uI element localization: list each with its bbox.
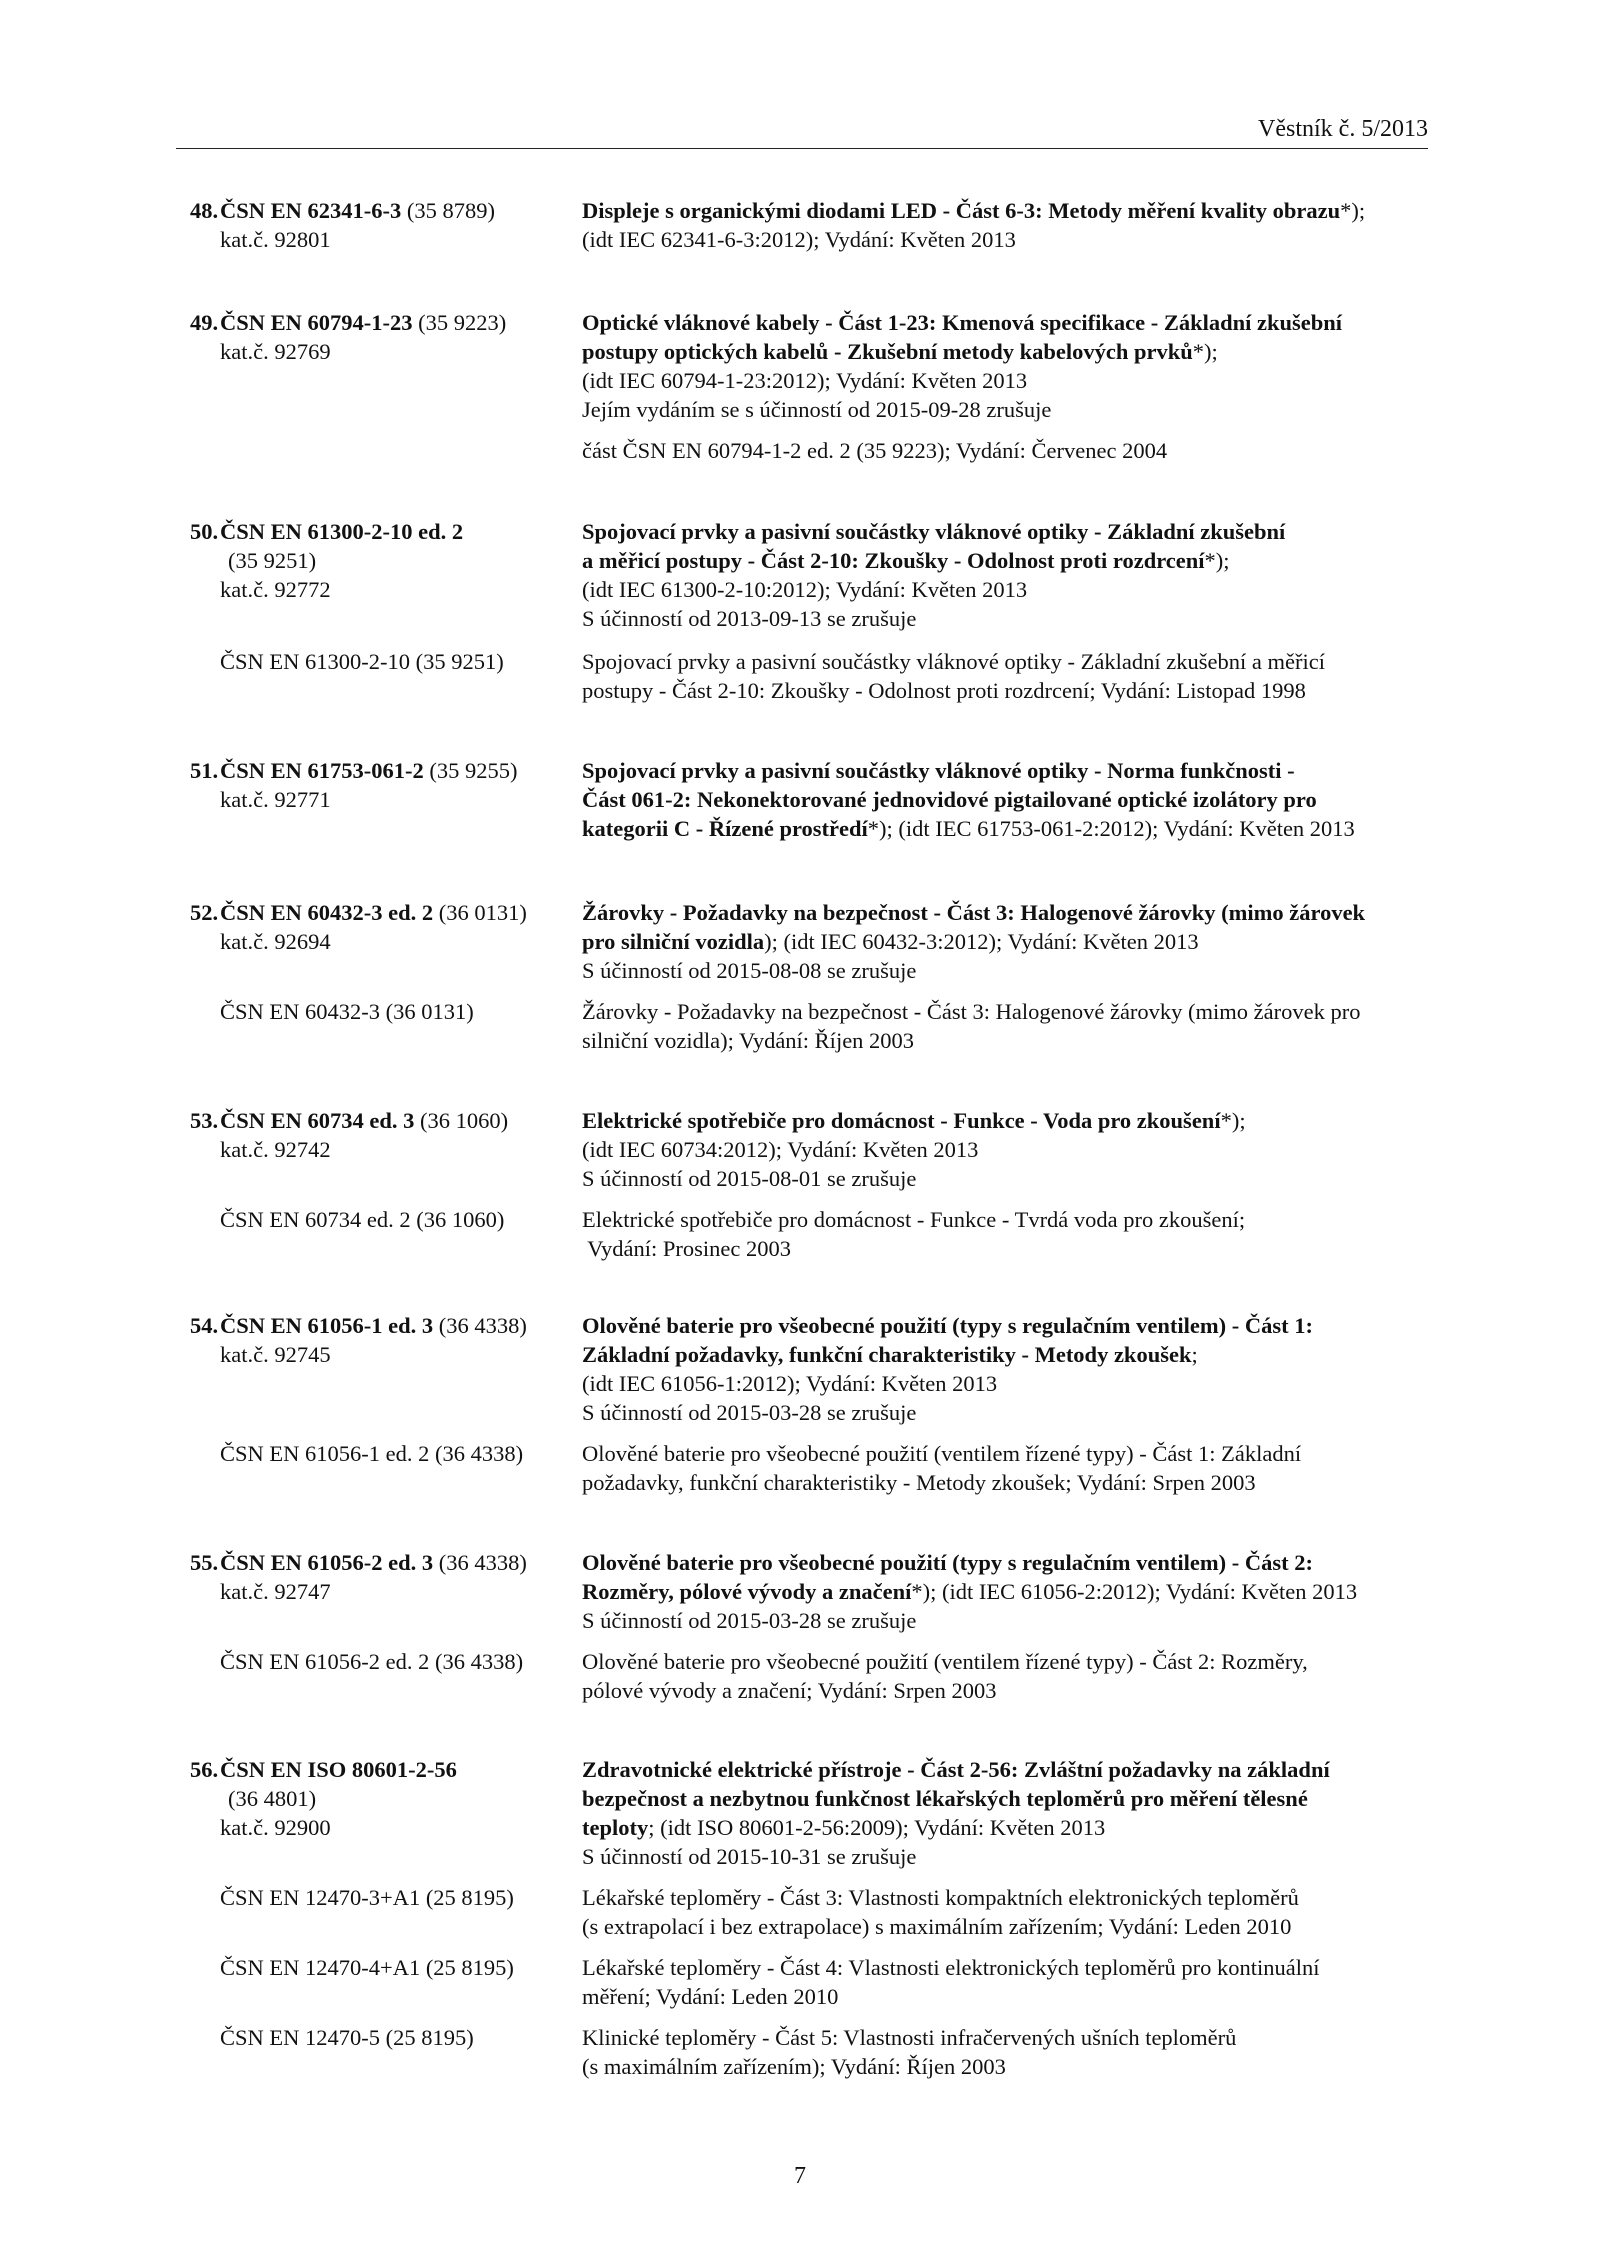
replaced-standard: část ČSN EN 60794-1-2 ed. 2 (35 9223); Vydání: Červenec 2004	[582, 438, 1168, 463]
catalog-number: kat.č. 92771	[220, 787, 331, 812]
standard-code: ČSN EN ISO 80601-2-56	[220, 1757, 457, 1782]
standard-title: Displeje s organickými diodami LED - Část 6-3: Metody měření kvality obrazu	[582, 198, 1341, 223]
old-standard-code: ČSN EN 61056-2 ed. 2 (36 4338)	[220, 1649, 524, 1674]
repeal-note: S účinností od 2015-03-28 se zrušuje	[582, 1400, 917, 1425]
journal-title: Věstník č. 5/2013	[1258, 116, 1428, 142]
old-standard-code: ČSN EN 12470-3+A1 (25 8195)	[220, 1885, 514, 1910]
catalog-number: kat.č. 92769	[220, 339, 331, 364]
catalog-number: kat.č. 92801	[220, 227, 331, 252]
entry-number: 52.	[190, 900, 219, 925]
standard-entry-54: 54.ČSN EN 61056-1 ed. 3 (36 4338) kat.č. 92745 Olověné baterie pro všeobecné použití (typy s regulačním ventilem) - Část 1: Základní požadavky, funkční charakteristiky - Metody zkoušek; (idt IEC 61056-1:2012); Vydání: Květen 2013 S účinností od 2015-03-28 se zrušuje ČSN EN 61056-1 ed. 2 (36 4338) Olověné baterie pro všeobecné použití (ventilem řízené typy) - Část 1: Základní požadavky, funkční charakteristiky - Metody zkoušek; Vydání: Srpen 2003	[190, 1311, 1430, 1497]
old-standard-code: ČSN EN 12470-4+A1 (25 8195)	[220, 1955, 514, 1980]
entry-number: 55.	[190, 1550, 219, 1575]
repeal-note: S účinností od 2015-08-01 se zrušuje	[582, 1166, 917, 1191]
standard-entry-55: 55.ČSN EN 61056-2 ed. 3 (36 4338) kat.č. 92747 Olověné baterie pro všeobecné použití (typy s regulačním ventilem) - Část 2: Rozměry, pólové vývody a značení*); (idt IEC 61056-2:2012); Vydání: Květen 2013 S účinností od 2015-03-28 se zrušuje ČSN EN 61056-2 ed. 2 (36 4338) Olověné baterie pro všeobecné použití (ventilem řízené typy) - Část 2: Rozměry, pólové vývody a značení; Vydání: Srpen 2003	[190, 1548, 1430, 1705]
catalog-number: kat.č. 92747	[220, 1579, 331, 1604]
repeal-note: S účinností od 2013-09-13 se zrušuje	[582, 606, 917, 631]
repeal-note: S účinností od 2015-08-08 se zrušuje	[582, 958, 917, 983]
standard-code: ČSN EN 60432-3 ed. 2	[220, 900, 434, 925]
repeal-note: S účinností od 2015-03-28 se zrušuje	[582, 1608, 917, 1633]
repeal-note: S účinností od 2015-10-31 se zrušuje	[582, 1844, 917, 1869]
standard-entry-48: 48.ČSN EN 62341-6-3 (35 8789) kat.č. 92801 Displeje s organickými diodami LED - Část 6-3: Metody měření kvality obrazu*); (idt IEC 62341-6-3:2012); Vydání: Květen 2013	[190, 196, 1430, 254]
old-standard-title: Spojovací prvky a pasivní součástky vláknové optiky - Základní zkušební a měřicí	[582, 649, 1325, 674]
standard-title: Optické vláknové kabely - Část 1-23: Kmenová specifikace - Základní zkušební	[582, 310, 1343, 335]
standard-entry-51: 51.ČSN EN 61753-061-2 (35 9255) kat.č. 92771 Spojovací prvky a pasivní součástky vláknové optiky - Norma funkčnosti - Část 061-2: Nekonektorované jednovidové pigtailované optické izolátory pro kategorii C - Řízené prostředí*); (idt IEC 61753-061-2:2012); Vydání: Květen 2013	[190, 758, 1355, 841]
page-header	[176, 108, 1428, 149]
old-standard-title: Klinické teploměry - Část 5: Vlastnosti infračervených ušních teploměrů	[582, 2025, 1237, 2050]
catalog-number: kat.č. 92694	[220, 929, 331, 954]
standard-title: Elektrické spotřebiče pro domácnost - Funkce - Voda pro zkoušení	[582, 1108, 1221, 1133]
entry-number: 53.	[190, 1108, 219, 1133]
old-standard-title: Žárovky - Požadavky na bezpečnost - Část 3: Halogenové žárovky (mimo žárovek pro	[582, 999, 1361, 1024]
repeal-note: Jejím vydáním se s účinností od 2015-09-28 zrušuje	[582, 397, 1052, 422]
catalog-number: kat.č. 92742	[220, 1137, 331, 1162]
issue-info: (idt IEC 60734:2012); Vydání: Květen 2013	[582, 1137, 979, 1162]
standard-entry-50: 50.ČSN EN 61300-2-10 ed. 2 (35 9251) kat.č. 92772 Spojovací prvky a pasivní součástky vláknové optiky - Základní zkušební a měřicí postupy - Část 2-10: Zkoušky - Odolnost proti rozdrcení*); (idt IEC 61300-2-10:2012); Vydání: Květen 2013 S účinností od 2013-09-13 se zrušuje ČSN EN 61300-2-10 (35 9251) Spojovací prvky a pasivní součástky vláknové optiky - Základní zkušební a měřicí postupy - Část 2-10: Zkoušky - Odolnost proti rozdrcení; Vydání: Listopad 1998	[190, 517, 1430, 705]
catalog-number: kat.č. 92745	[220, 1342, 331, 1367]
issue-info: (idt IEC 61056-1:2012); Vydání: Květen 2013	[582, 1371, 998, 1396]
page-number: 7	[794, 2163, 806, 2189]
standard-code: ČSN EN 61056-2 ed. 3	[220, 1550, 434, 1575]
old-standard-title: Lékařské teploměry - Část 3: Vlastnosti kompaktních elektronických teploměrů	[582, 1885, 1299, 1910]
standard-title: Spojovací prvky a pasivní součástky vláknové optiky - Základní zkušební	[582, 519, 1286, 544]
standard-code: ČSN EN 61753-061-2	[220, 758, 424, 783]
standard-code: ČSN EN 60794-1-23	[220, 310, 413, 335]
entry-number: 56.	[190, 1757, 219, 1782]
issue-info: (idt IEC 61300-2-10:2012); Vydání: Květen 2013	[582, 577, 1028, 602]
issue-info: (idt IEC 62341-6-3:2012); Vydání: Květen 2013	[582, 227, 1016, 252]
old-standard-code: ČSN EN 61056-1 ed. 2 (36 4338)	[220, 1441, 524, 1466]
standard-entry-52: 52.ČSN EN 60432-3 ed. 2 (36 0131) kat.č. 92694 Žárovky - Požadavky na bezpečnost - Část 3: Halogenové žárovky (mimo žárovek pro silniční vozidla); (idt IEC 60432-3:2012); Vydání: Květen 2013 S účinností od 2015-08-08 se zrušuje ČSN EN 60432-3 (36 0131) Žárovky - Požadavky na bezpečnost - Část 3: Halogenové žárovky (mimo žárovek pro silniční vozidla); Vydání: Říjen 2003	[190, 898, 1430, 1055]
old-standard-code: ČSN EN 60734 ed. 2 (36 1060)	[220, 1207, 505, 1232]
standard-entry-53: 53.ČSN EN 60734 ed. 3 (36 1060) kat.č. 92742 Elektrické spotřebiče pro domácnost - Funkce - Voda pro zkoušení*); (idt IEC 60734:2012); Vydání: Květen 2013 S účinností od 2015-08-01 se zrušuje ČSN EN 60734 ed. 2 (36 1060) Elektrické spotřebiče pro domácnost - Funkce - Tvrdá voda pro zkoušení; Vydání: Prosinec 2003	[190, 1106, 1430, 1263]
standard-title: Olověné baterie pro všeobecné použití (typy s regulačním ventilem) - Část 2:	[582, 1550, 1313, 1575]
standard-code: ČSN EN 62341-6-3	[220, 198, 402, 223]
old-standard-code: ČSN EN 61300-2-10 (35 9251)	[220, 649, 504, 674]
catalog-number: kat.č. 92772	[220, 577, 331, 602]
entry-number: 54.	[190, 1313, 219, 1338]
old-standard-code: ČSN EN 60432-3 (36 0131)	[220, 999, 474, 1024]
standard-code: ČSN EN 60734 ed. 3	[220, 1108, 415, 1133]
standard-title: Spojovací prvky a pasivní součástky vláknové optiky - Norma funkčnosti -	[582, 758, 1295, 783]
entry-number: 49.	[190, 310, 219, 335]
old-standard-title: Elektrické spotřebiče pro domácnost - Funkce - Tvrdá voda pro zkoušení;	[582, 1207, 1246, 1232]
old-standard-title: Olověné baterie pro všeobecné použití (ventilem řízené typy) - Část 1: Základní	[582, 1441, 1302, 1466]
catalog-number: kat.č. 92900	[220, 1815, 331, 1840]
entry-number: 50.	[190, 519, 219, 544]
old-standard-code: ČSN EN 12470-5 (25 8195)	[220, 2025, 474, 2050]
standard-entry-49: 49.ČSN EN 60794-1-23 (35 9223) kat.č. 92769 Optické vláknové kabely - Část 1-23: Kmenová specifikace - Základní zkušební postupy optických kabelů - Zkušební metody kabelových prvků*); (idt IEC 60794-1-23:2012); Vydání: Květen 2013 Jejím vydáním se s účinností od 2015-09-28 zrušuje část ČSN EN 60794-1-2 ed. 2 (35 9223); Vydání: Červenec 2004	[190, 308, 1430, 465]
old-standard-title: Lékařské teploměry - Část 4: Vlastnosti elektronických teploměrů pro kontinuální	[582, 1955, 1320, 1980]
entry-number: 51.	[190, 758, 219, 783]
standard-title: Zdravotnické elektrické přístroje - Část 2-56: Zvláštní požadavky na základní	[582, 1757, 1330, 1782]
issue-info: (idt IEC 60794-1-23:2012); Vydání: Květen 2013	[582, 368, 1028, 393]
standard-entry-56: 56.ČSN EN ISO 80601-2-56 (36 4801) kat.č. 92900 Zdravotnické elektrické přístroje - Část 2-56: Zvláštní požadavky na základní bezpečnost a nezbytnou funkčnost lékařských teploměrů pro měření tělesné teploty; (idt ISO 80601-2-56:2009); Vydání: Květen 2013 S účinností od 2015-10-31 se zrušuje ČSN EN 12470-3+A1 (25 8195) Lékařské teploměry - Část 3: Vlastnosti kompaktních elektronických teploměrů (s extrapolací i bez extrapolace) s maximálním zařízením; Vydání: Leden 2010 ČSN EN 12470-4+A1 (25 8195) Lékařské teploměry - Část 4: Vlastnosti elektronických teploměrů pro kontinuální měření; Vydání: Leden 2010 ČSN EN 12470-5 (25 8195) Klinické teploměry - Část 5: Vlastnosti infračervených ušních teploměrů (s maximálním zařízením); Vydání: Říjen 2003	[190, 1755, 1430, 2081]
standard-title: Žárovky - Požadavky na bezpečnost - Část 3: Halogenové žárovky (mimo žárovek	[582, 900, 1366, 925]
standard-code: ČSN EN 61056-1 ed. 3	[220, 1313, 434, 1338]
standard-title: Olověné baterie pro všeobecné použití (typy s regulačním ventilem) - Část 1:	[582, 1313, 1313, 1338]
entry-number: 48.	[190, 198, 219, 223]
old-standard-title: Olověné baterie pro všeobecné použití (ventilem řízené typy) - Část 2: Rozměry,	[582, 1649, 1308, 1674]
standard-code: ČSN EN 61300-2-10 ed. 2	[220, 519, 464, 544]
